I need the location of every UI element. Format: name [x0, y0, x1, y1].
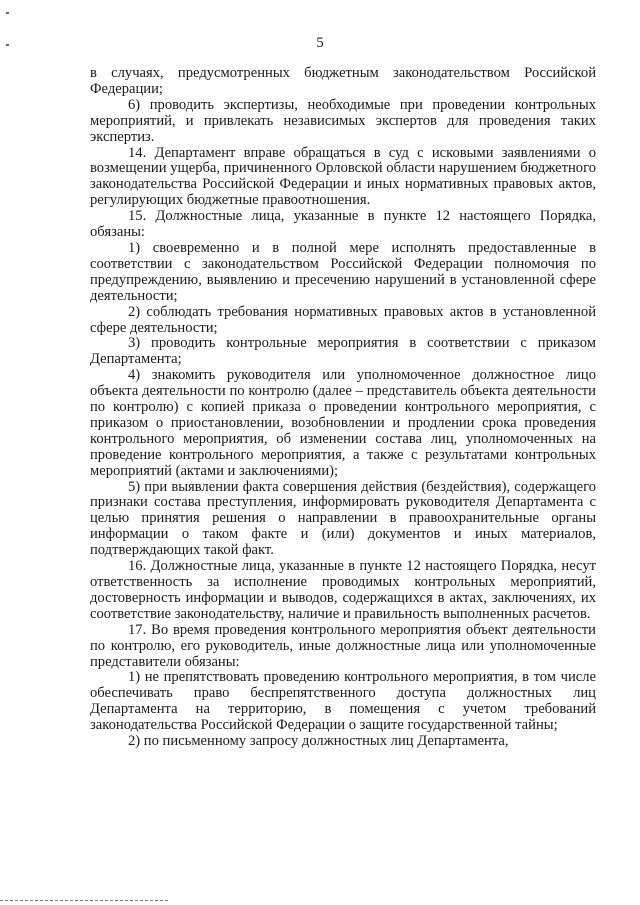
- document-body: [90, 66, 596, 750]
- paragraph: 15. Должностные лица, указанные в пункте 12 настоящего Порядка, обязаны:: [90, 208, 596, 241]
- paragraph: 16. Должностные лица, указанные в пункте 12 настоящего Порядка, несут ответственность за исполнение проводимых контрольных мероприятий, достоверность информации и выводов, содержащихся в актах, заключениях, их соответствие законодательству, наличие и правильность выполненных расчетов.: [90, 558, 596, 622]
- scan-edge-line: [0, 900, 170, 901]
- paragraph: 1) не препятствовать проведению контрольного мероприятия, в том числе обеспечивать право беспрепятственного доступа должностных лиц Департамента на территорию, в помещения с учетом требований законодательства Российской Федерации о защите государственной тайны;: [90, 669, 596, 734]
- paragraph: 17. Во время проведения контрольного мероприятия объект деятельности по контролю, его руководитель, иные должностные лица или уполномоченные представители обязаны:: [90, 621, 596, 670]
- paragraph: 2) соблюдать требования нормативных правовых актов в установленной сфере деятельности;: [90, 303, 596, 336]
- paragraph: 4) знакомить руководителя или уполномоченное должностное лицо объекта деятельности по контролю (далее – представитель объекта деятельности по контролю) с копией приказа о проведении контрольного мероприятия, с приказом о приостановлении, возобновлении и продлении срока проведения контрольного мероприятия, об изменении состава лиц, уполномоченных на проведение контрольного мероприятия, а также с результатами контрольных мероприятий (актами и заключениями);: [90, 367, 596, 479]
- paragraph: 1) своевременно и в полной мере исполнять предоставленные в соответствии с законодательством Российской Федерации полномочия по предупреждению, выявлению и пресечению нарушений в установленной сфере деятельности;: [90, 239, 596, 304]
- paragraph: 5) при выявлении факта совершения действия (бездействия), содержащего признаки состава преступления, информировать руководителя Департамента с целью принятия решения о направлении в правоохранительные органы информации о таком факте и (или) документов и иных материалов, подтверждающих такой факт.: [90, 478, 596, 559]
- paragraph: 3) проводить контрольные мероприятия в соответствии с приказом Департамента;: [90, 335, 596, 368]
- paragraph: 14. Департамент вправе обращаться в суд с исковыми заявлениями о возмещении ущерба, причиненного Орловской области нарушением бюджетного законодательства Российской Федерации и иных нормативных правовых актов, регулирующих бюджетные правоотношения.: [90, 144, 596, 209]
- paragraph: в случаях, предусмотренных бюджетным законодательством Российской Федерации;: [90, 65, 596, 97]
- paragraph: 2) по письменному запросу должностных лиц Департамента,: [128, 733, 509, 750]
- scan-mark: [6, 12, 9, 14]
- paragraph: 6) проводить экспертизы, необходимые при проведении контрольных мероприятий, и привлекать независимых экспертов для проведения таких экспертиз.: [90, 96, 596, 145]
- page-number: 5: [316, 35, 324, 51]
